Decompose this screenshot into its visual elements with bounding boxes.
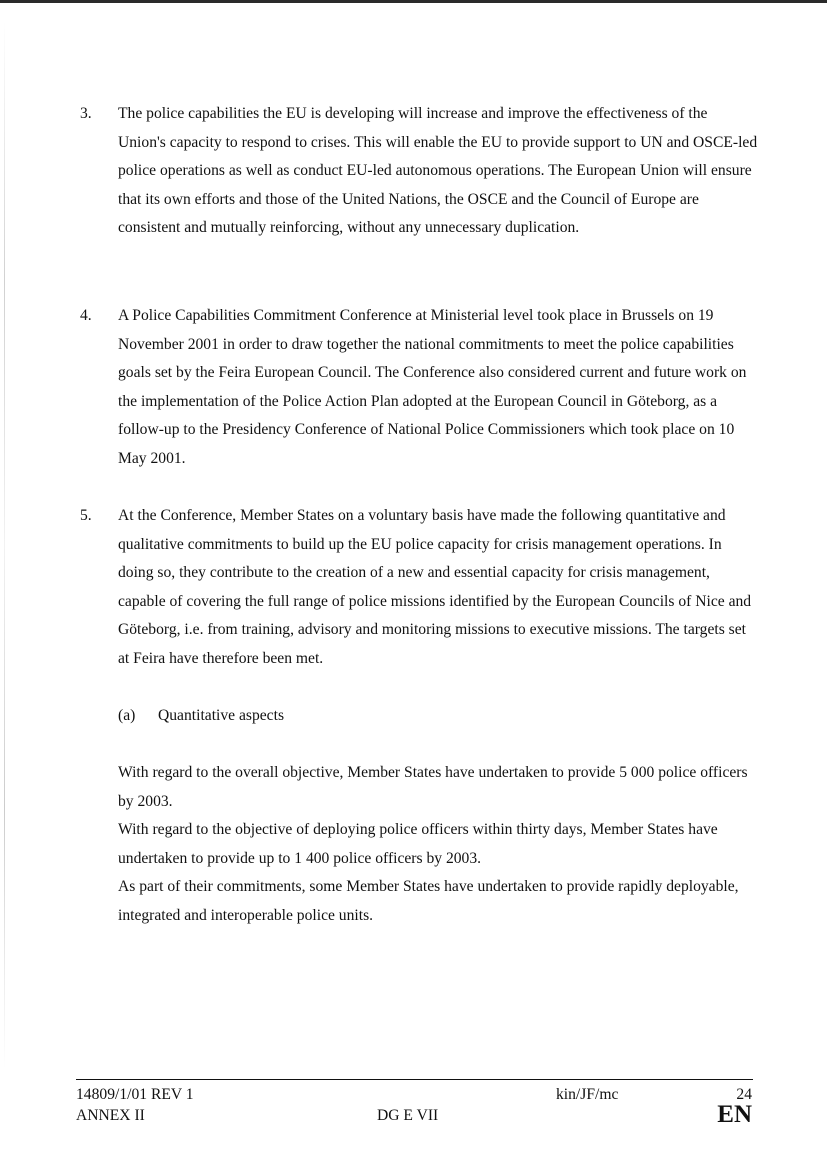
page-number: 24 <box>736 1086 752 1103</box>
paragraph-text: A Police Capabilities Commitment Conference at Ministerial level took place in Brussels on 19 November 2001 in order to draw together the national commitments to meet the police capabilities goals set by the Feira European Council. The Conference also considered current and future work on the implementation of the Police Action Plan adopted at the European Council in Göteborg, as a follow-up to the Presidency Conference of National Police Commissioners which took place on 10 May 2001. <box>118 307 747 467</box>
directorate-label: DG E VII <box>377 1107 439 1124</box>
author-initials: kin/JF/mc <box>556 1086 619 1103</box>
paragraph-5 <box>80 502 760 674</box>
scan-edge-artifact <box>4 20 5 1070</box>
paragraph-number: 4. <box>80 307 92 324</box>
paragraph-number: 3. <box>80 105 92 122</box>
commitment-line: With regard to the objective of deploying police officers within thirty days, Member States have undertaken to provide up to 1 400 police officers by 2003. <box>118 821 718 867</box>
paragraph-text: At the Conference, Member States on a voluntary basis have made the following quantitative and qualitative commitments to build up the EU police capacity for crisis management operations. In doing so, they contribute to the creation of a new and essential capacity for crisis management, capable of covering the full range of police missions identified by the European Councils of Nice and Göteborg, i.e. from training, advisory and monitoring missions to executive missions. The targets set at Feira have therefore been met. <box>118 507 752 667</box>
quantitative-aspects-text <box>118 759 758 931</box>
subsection-label: (a) <box>118 707 136 724</box>
top-rule <box>0 0 827 3</box>
paragraph-text: The police capabilities the EU is developing will increase and improve the effectiveness of the Union's capacity to respond to crises. This will enable the EU to provide support to UN and OSCE-led police operations as well as conduct EU-led autonomous operations. The European Union will ensure that its own efforts and those of the United Nations, the OSCE and the Council of Europe are consistent and mutually reinforcing, without any unnecessary duplication. <box>118 105 758 237</box>
subsection-heading <box>118 702 284 730</box>
document-reference: 14809/1/01 REV 1 <box>76 1086 194 1103</box>
paragraph-3 <box>80 100 760 243</box>
annex-label: ANNEX II <box>76 1107 145 1124</box>
footer-rule <box>76 1079 753 1080</box>
paragraph-number: 5. <box>80 507 92 524</box>
paragraph-4 <box>80 302 760 474</box>
commitment-line: With regard to the overall objective, Member States have undertaken to provide 5 000 police officers by 2003. <box>118 764 748 810</box>
commitment-line: As part of their commitments, some Member States have undertaken to provide rapidly deployable, integrated and interoperable police units. <box>118 878 739 924</box>
subsection-title: Quantitative aspects <box>158 707 285 724</box>
language-code: EN <box>717 1101 752 1128</box>
